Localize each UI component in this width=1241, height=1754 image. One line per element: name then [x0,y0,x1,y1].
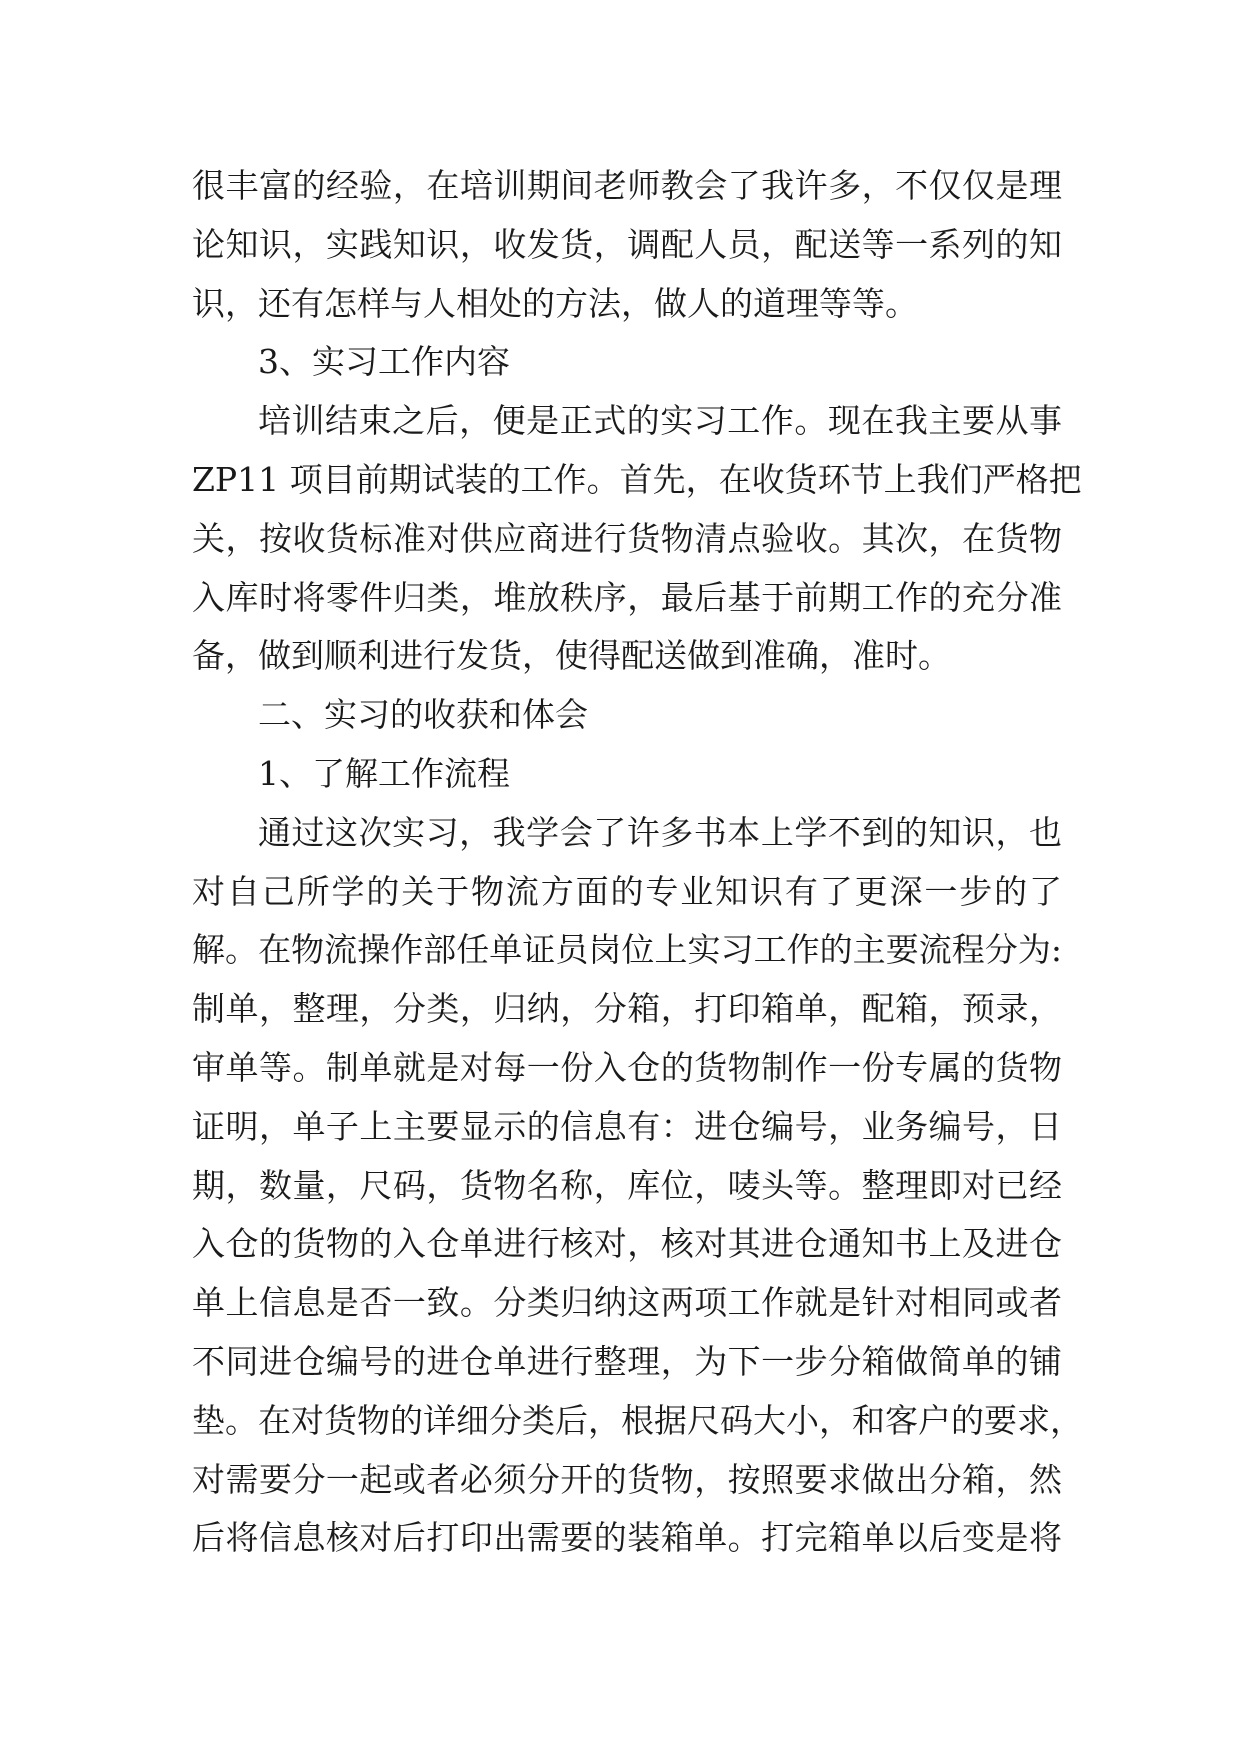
text-line: 对自己所学的关于物流方面的专业知识有了更深一步的了 [192,871,1062,911]
text-line: 单上信息是否一致。分类归纳这两项工作就是针对相同或者 [192,1283,1062,1323]
text-line: 证明，单子上主要显示的信息有：进仓编号，业务编号，日 [192,1106,1062,1146]
text-line: 垫。在对货物的详细分类后，根据尺码大小，和客户的要求， [192,1400,1083,1440]
text-line: 备，做到顺利进行发货，使得配送做到准确，准时。 [192,636,951,676]
text-line: 入库时将零件归类，堆放秩序，最后基于前期工作的充分准 [192,577,1062,617]
text-line: 制单，整理，分类，归纳，分箱，打印箱单，配箱，预录， [192,989,1062,1029]
text-line: 培训结束之后，便是正式的实习工作。现在我主要从事 [258,401,1062,441]
text-line: 入仓的货物的入仓单进行核对，核对其进仓通知书上及进仓 [192,1224,1062,1264]
document-body [192,157,1083,1568]
section-heading: 3、实习工作内容 [258,342,510,382]
text-line: 很丰富的经验，在培训期间老师教会了我许多，不仅仅是理 [192,166,1062,205]
text-line: 关，按收货标准对供应商进行货物清点验收。其次，在货物 [192,518,1062,558]
text-line: 不同进仓编号的进仓单进行整理，为下一步分箱做简单的铺 [192,1341,1062,1381]
text-line: ZP11 项目前期试装的工作。首先，在收货环节上我们严格把 [192,459,1082,499]
text-line: 期，数量，尺码，货物名称，库位，唛头等。整理即对已经 [192,1165,1062,1205]
text-line: 解。在物流操作部任单证员岗位上实习工作的主要流程分为: [192,930,1062,970]
section-heading: 二、实习的收获和体会 [258,695,588,735]
text-line: 识，还有怎样与人相处的方法，做人的道理等等。 [192,283,918,323]
text-line: 通过这次实习，我学会了许多书本上学不到的知识，也 [258,812,1062,852]
text-line: 对需要分一起或者必须分开的货物，按照要求做出分箱，然 [192,1459,1062,1499]
text-line: 论知识，实践知识，收发货，调配人员，配送等一系列的知 [192,224,1062,264]
text-line: 审单等。制单就是对每一份入仓的货物制作一份专属的货物 [192,1047,1062,1087]
text-line: 后将信息核对后打印出需要的装箱单。打完箱单以后变是将 [192,1518,1062,1558]
section-heading: 1、了解工作流程 [258,753,510,793]
